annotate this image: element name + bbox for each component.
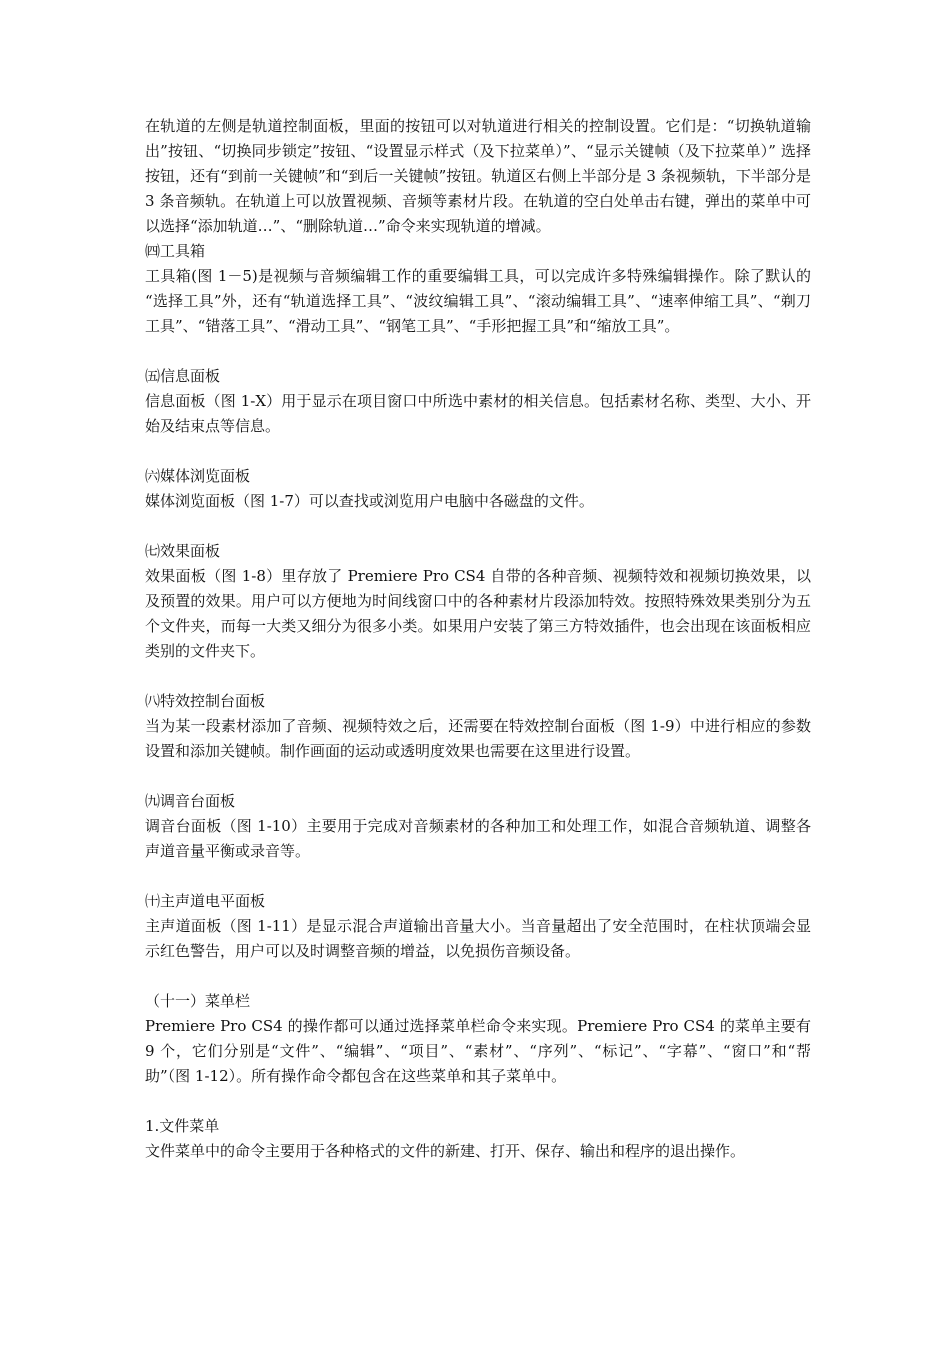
- section-body-master-meters: 主声道面板（图 1-11）是显示混合声道输出音量大小。当音量超出了安全范围时，在柱状顶端会显示红色警告，用户可以及时调整音频的增益，以免损伤音频设备。: [145, 917, 811, 960]
- section-heading-file-menu: 1.文件菜单: [145, 1117, 220, 1135]
- section-heading-media-browser: ㈥媒体浏览面板: [145, 467, 251, 485]
- paragraph-spacer: [145, 664, 811, 689]
- section-heading-effect-controls: ㈧特效控制台面板: [145, 692, 266, 710]
- section-body-effects-panel: 效果面板（图 1-8）里存放了 Premiere Pro CS4 自带的各种音频、视频特效和视频切换效果，以及预置的效果。用户可以方便地为时间线窗口中的各种素材片段添加特效。按照特殊效果类别分为五个文件夹，而每一大类又细分为很多小类。如果用户安装了第三方特效插件，也会出现在该面板相应类别的文件夹下。: [145, 567, 811, 660]
- paragraph-spacer: [145, 339, 811, 364]
- section-heading-menu-bar: （十一）菜单栏: [145, 992, 251, 1010]
- section-heading-effects-panel: ㈦效果面板: [145, 542, 221, 560]
- section-body-toolbox: 工具箱(图 1－5)是视频与音频编辑工作的重要编辑工具，可以完成许多特殊编辑操作。除了默认的 “选择工具”外，还有“轨道选择工具”、“波纹编辑工具”、“滚动编辑工具”、“速率伸缩工具”、“剃刀工具”、“错落工具”、“滑动工具”、“钢笔工具”、“手形把握工具”和“缩放工具”。: [145, 267, 811, 335]
- section-heading-toolbox: ㈣工具箱: [145, 242, 206, 260]
- intro-paragraph: 在轨道的左侧是轨道控制面板，里面的按钮可以对轨道进行相关的控制设置。它们是：“切换轨道输出”按钮、“切换同步锁定”按钮、“设置显示样式（及下拉菜单）”、“显示关键帧（及下拉菜单）” 选择按钮，还有“到前一关键帧”和“到后一关键帧”按钮。轨道区右侧上半部分是 3 条视频轨，下半部分是 3 条音频轨。在轨道上可以放置视频、音频等素材片段。在轨道的空白处单击右键，弹出的菜单中可以选择“添加轨道…”、“删除轨道…”命令来实现轨道的增减。: [145, 117, 811, 235]
- document-page: [145, 114, 811, 1164]
- paragraph-spacer: [145, 864, 811, 889]
- section-body-info-panel: 信息面板（图 1-X）用于显示在项目窗口中所选中素材的相关信息。包括素材名称、类型、大小、开始及结束点等信息。: [145, 392, 811, 435]
- paragraph-spacer: [145, 1089, 811, 1114]
- paragraph-spacer: [145, 439, 811, 464]
- section-body-audio-mixer: 调音台面板（图 1-10）主要用于完成对音频素材的各种加工和处理工作，如混合音频轨道、调整各声道音量平衡或录音等。: [145, 817, 811, 860]
- section-heading-audio-mixer: ㈨调音台面板: [145, 792, 236, 810]
- section-heading-master-meters: ㈩主声道电平面板: [145, 892, 266, 910]
- section-body-menu-bar: Premiere Pro CS4 的操作都可以通过选择菜单栏命令来实现。Premiere Pro CS4 的菜单主要有 9 个，它们分别是“文件”、“编辑”、“项目”、“素材”、“序列”、“标记”、“字幕”、“窗口”和“帮助”（图 1-12）。所有操作命令都包含在这些菜单和其子菜单中。: [145, 1017, 811, 1085]
- section-body-media-browser: 媒体浏览面板（图 1-7）可以查找或浏览用户电脑中各磁盘的文件。: [145, 492, 594, 510]
- section-body-effect-controls: 当为某一段素材添加了音频、视频特效之后，还需要在特效控制台面板（图 1-9）中进行相应的参数设置和添加关键帧。制作画面的运动或透明度效果也需要在这里进行设置。: [145, 717, 811, 760]
- paragraph-spacer: [145, 764, 811, 789]
- paragraph-spacer: [145, 964, 811, 989]
- paragraph-spacer: [145, 514, 811, 539]
- section-body-file-menu: 文件菜单中的命令主要用于各种格式的文件的新建、打开、保存、输出和程序的退出操作。: [145, 1142, 746, 1160]
- section-heading-info-panel: ㈤信息面板: [145, 367, 221, 385]
